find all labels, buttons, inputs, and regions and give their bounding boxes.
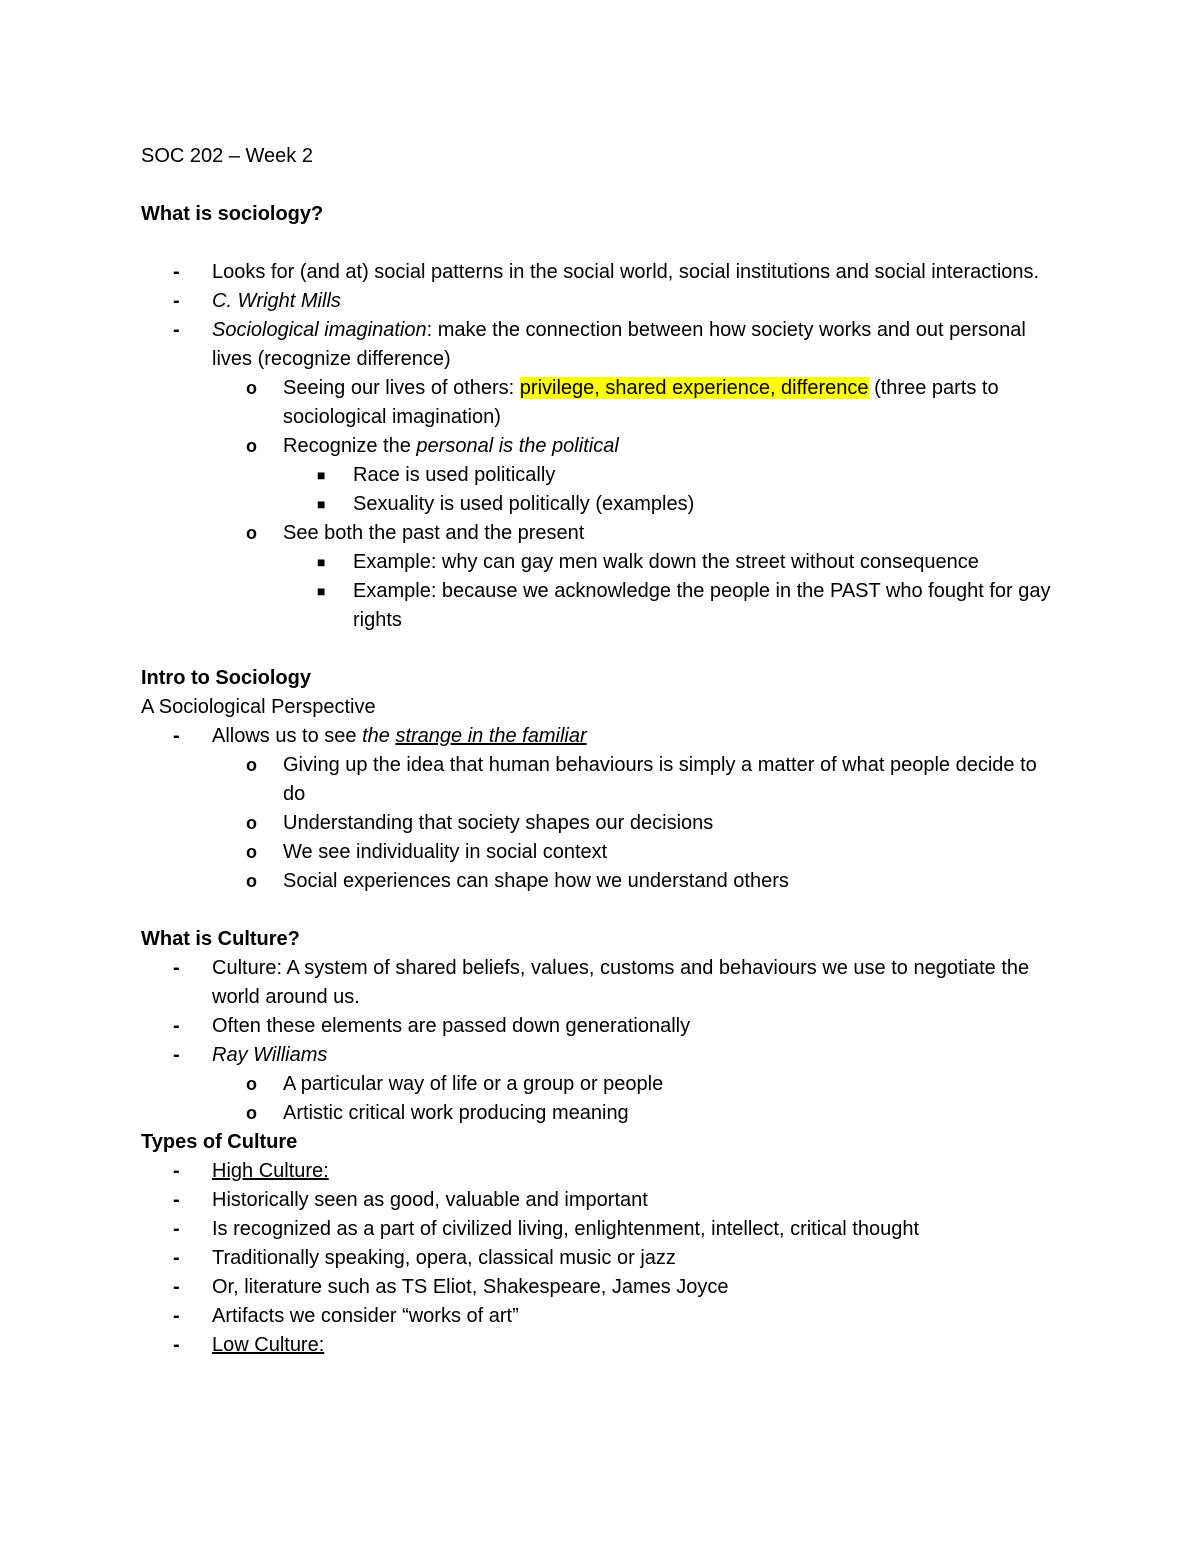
dash-bullet: - xyxy=(173,1189,180,1211)
circle-bullet: o xyxy=(246,842,257,862)
list-item xyxy=(141,1273,1060,1302)
circle-bullet: o xyxy=(246,871,257,891)
circle-bullet: o xyxy=(246,755,257,775)
list-item xyxy=(141,722,1060,751)
sub-list-item xyxy=(141,432,1060,461)
dash-bullet: - xyxy=(173,1218,180,1240)
list-item xyxy=(141,1186,1060,1215)
list-item-text: Sexuality is used politically (examples) xyxy=(353,493,695,515)
list-item-text: Example: because we acknowledge the people in the PAST who fought for gay rights xyxy=(353,580,1051,631)
dash-bullet: - xyxy=(173,261,180,283)
dash-bullet: - xyxy=(173,1276,180,1298)
sub-list-item xyxy=(141,1099,1060,1128)
sub-list-item xyxy=(141,838,1060,867)
list-item-text: Recognize the xyxy=(283,435,417,457)
list-item-text: A particular way of life or a group or people xyxy=(283,1073,664,1095)
list-item-text: We see individuality in social context xyxy=(283,841,608,863)
list-item-text: Example: why can gay men walk down the street without consequence xyxy=(353,551,979,573)
dash-bullet: - xyxy=(173,319,180,341)
term: Sociological imagination xyxy=(212,319,427,341)
dash-bullet: - xyxy=(173,290,180,312)
subheading: A Sociological Perspective xyxy=(141,696,376,718)
circle-bullet: o xyxy=(246,523,257,543)
list-item-text: Often these elements are passed down generationally xyxy=(212,1015,691,1037)
emphasis-text: personal is the political xyxy=(416,435,619,457)
section-heading-culture: What is Culture? xyxy=(141,928,300,950)
emphasis-underlined-text: strange in the familiar xyxy=(395,725,587,747)
list-item xyxy=(141,1244,1060,1273)
dash-bullet: - xyxy=(173,1305,180,1327)
list-item-text: Historically seen as good, valuable and important xyxy=(212,1189,648,1211)
dash-bullet: - xyxy=(173,1247,180,1269)
list-item-text: High Culture: xyxy=(212,1160,329,1182)
sub-list-item xyxy=(141,374,1060,432)
emphasis-text: the xyxy=(362,725,396,747)
list-item xyxy=(141,954,1060,1012)
dash-bullet: - xyxy=(173,1015,180,1037)
list-item xyxy=(141,287,1060,316)
list-item xyxy=(141,1012,1060,1041)
list-item-text: (three parts to sociological imagination) xyxy=(283,377,999,428)
list-item-text: Or, literature such as TS Eliot, Shakespeare, James Joyce xyxy=(212,1276,729,1298)
dash-bullet: - xyxy=(173,725,180,747)
list-item-text: C. Wright Mills xyxy=(212,290,341,312)
list-item xyxy=(141,1215,1060,1244)
section-heading-intro: Intro to Sociology xyxy=(141,667,311,689)
section-heading-types-of-culture: Types of Culture xyxy=(141,1131,298,1153)
sub-list-item xyxy=(141,1070,1060,1099)
sub-list-item xyxy=(141,519,1060,548)
sub-sub-list-item xyxy=(141,490,1060,519)
square-bullet: ■ xyxy=(317,554,326,570)
dash-bullet: - xyxy=(173,1044,180,1066)
sub-sub-list-item xyxy=(141,577,1060,635)
list-item-text: Low Culture: xyxy=(212,1334,325,1356)
list-item-text: Looks for (and at) social patterns in the social world, social institutions and social interactions. xyxy=(212,261,1040,283)
circle-bullet: o xyxy=(246,813,257,833)
list-item xyxy=(141,1157,1060,1186)
list-item-text: Social experiences can shape how we understand others xyxy=(283,870,789,892)
sub-list-item xyxy=(141,809,1060,838)
highlighted-text: privilege, shared experience, difference xyxy=(519,377,869,399)
list-item xyxy=(141,1302,1060,1331)
list-item-text: Artifacts we consider “works of art” xyxy=(212,1305,519,1327)
list-item-text: : make the connection between how society works and out personal lives (recognize difference) xyxy=(212,319,1026,370)
list-item-text: Allows us to see xyxy=(212,725,363,747)
section-heading-sociology: What is sociology? xyxy=(141,203,324,225)
list-item-text: Seeing our lives of others: xyxy=(283,377,520,399)
list-item-text: See both the past and the present xyxy=(283,522,585,544)
document-title: SOC 202 – Week 2 xyxy=(141,145,313,167)
list-item-text: Ray Williams xyxy=(212,1044,328,1066)
list-item xyxy=(141,316,1060,374)
circle-bullet: o xyxy=(246,1103,257,1123)
square-bullet: ■ xyxy=(317,583,326,599)
list-item-text: Is recognized as a part of civilized living, enlightenment, intellect, critical thought xyxy=(212,1218,920,1240)
list-item xyxy=(141,1041,1060,1070)
list-item xyxy=(141,258,1060,287)
sub-list-item xyxy=(141,867,1060,896)
list-item-text: Culture: A system of shared beliefs, values, customs and behaviours we use to negotiate the world around us. xyxy=(212,957,1030,1008)
list-item xyxy=(141,1331,1060,1360)
list-item-text: Understanding that society shapes our decisions xyxy=(283,812,714,834)
square-bullet: ■ xyxy=(317,467,326,483)
dash-bullet: - xyxy=(173,1334,180,1356)
sub-list-item xyxy=(141,751,1060,809)
dash-bullet: - xyxy=(173,957,180,979)
circle-bullet: o xyxy=(246,436,257,456)
dash-bullet: - xyxy=(173,1160,180,1182)
list-item-text: Giving up the idea that human behaviours is simply a matter of what people decide to do xyxy=(283,754,1037,805)
square-bullet: ■ xyxy=(317,496,326,512)
list-item-text: Traditionally speaking, opera, classical music or jazz xyxy=(212,1247,676,1269)
sub-sub-list-item xyxy=(141,461,1060,490)
circle-bullet: o xyxy=(246,378,257,398)
circle-bullet: o xyxy=(246,1074,257,1094)
list-item-text: Artistic critical work producing meaning xyxy=(283,1102,629,1124)
sub-sub-list-item xyxy=(141,548,1060,577)
list-item-text: Race is used politically xyxy=(353,464,556,486)
